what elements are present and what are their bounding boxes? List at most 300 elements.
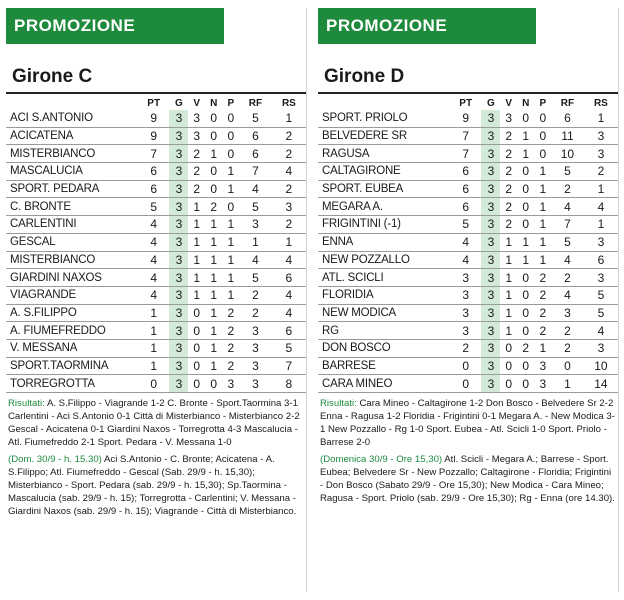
stat-g: 3 bbox=[481, 233, 500, 251]
girone-d-column bbox=[318, 8, 618, 509]
stat-p: 1 bbox=[535, 163, 551, 181]
stat-rs: 2 bbox=[272, 180, 306, 198]
stat-v: 3 bbox=[500, 110, 516, 127]
stat-p: 1 bbox=[223, 233, 239, 251]
stat-pt: 0 bbox=[450, 357, 481, 375]
stat-v: 1 bbox=[500, 286, 516, 304]
stat-pt: 5 bbox=[450, 216, 481, 234]
team-name: NEW MODICA bbox=[318, 304, 450, 322]
stat-v: 2 bbox=[188, 180, 204, 198]
stat-rf: 4 bbox=[239, 180, 272, 198]
stat-pt: 1 bbox=[138, 339, 169, 357]
header-g: G bbox=[175, 97, 183, 109]
next-round-paragraph bbox=[320, 453, 616, 505]
stat-g: 3 bbox=[169, 286, 188, 304]
stat-pt: 4 bbox=[138, 286, 169, 304]
stat-n: 0 bbox=[517, 375, 535, 393]
table-row bbox=[318, 322, 618, 340]
stat-g: 3 bbox=[169, 357, 188, 375]
team-name: MISTERBIANCO bbox=[6, 251, 138, 269]
header-v: V bbox=[193, 97, 200, 109]
stat-g: 3 bbox=[481, 322, 500, 340]
stat-pt: 9 bbox=[138, 127, 169, 145]
stat-v: 0 bbox=[500, 375, 516, 393]
table-row bbox=[6, 145, 306, 163]
stat-v: 1 bbox=[500, 322, 516, 340]
stat-rs: 4 bbox=[584, 198, 618, 216]
table-row bbox=[318, 145, 618, 163]
stat-g: 3 bbox=[481, 269, 500, 287]
match-notes bbox=[318, 397, 618, 505]
stat-p: 2 bbox=[535, 269, 551, 287]
stat-rf: 4 bbox=[551, 198, 584, 216]
stat-pt: 4 bbox=[138, 251, 169, 269]
table-row bbox=[318, 269, 618, 287]
header-n: N bbox=[210, 97, 218, 109]
team-name: BARRESE bbox=[318, 357, 450, 375]
stat-g: 3 bbox=[481, 180, 500, 198]
table-row bbox=[6, 233, 306, 251]
stat-n: 1 bbox=[205, 357, 223, 375]
table-header-row bbox=[318, 96, 618, 110]
stat-v: 1 bbox=[188, 269, 204, 287]
stat-rs: 14 bbox=[584, 375, 618, 393]
stat-p: 1 bbox=[535, 198, 551, 216]
stat-g: 3 bbox=[169, 269, 188, 287]
stat-v: 1 bbox=[188, 251, 204, 269]
stat-g: 3 bbox=[481, 198, 500, 216]
next-round-label: (Domenica 30/9 - Ore 15,30) bbox=[320, 454, 443, 465]
stat-n: 1 bbox=[205, 339, 223, 357]
stat-pt: 5 bbox=[138, 198, 169, 216]
stat-p: 0 bbox=[223, 145, 239, 163]
results-label: Risultati: bbox=[8, 398, 45, 409]
table-row bbox=[6, 375, 306, 393]
stat-g: 3 bbox=[169, 110, 188, 127]
team-name: TORREGROTTA bbox=[6, 375, 138, 393]
stat-rf: 5 bbox=[239, 198, 272, 216]
stat-pt: 0 bbox=[450, 375, 481, 393]
header-g: G bbox=[487, 97, 495, 109]
stat-n: 0 bbox=[205, 375, 223, 393]
stat-pt: 6 bbox=[138, 180, 169, 198]
stat-v: 0 bbox=[188, 322, 204, 340]
stat-rs: 4 bbox=[272, 286, 306, 304]
stat-rs: 2 bbox=[272, 216, 306, 234]
stat-pt: 1 bbox=[138, 304, 169, 322]
stat-rs: 4 bbox=[584, 322, 618, 340]
stat-n: 1 bbox=[517, 145, 535, 163]
stat-pt: 6 bbox=[450, 180, 481, 198]
stat-rs: 4 bbox=[272, 251, 306, 269]
stat-n: 1 bbox=[205, 145, 223, 163]
stat-pt: 4 bbox=[450, 233, 481, 251]
stat-v: 1 bbox=[500, 269, 516, 287]
stat-v: 0 bbox=[500, 339, 516, 357]
stat-v: 2 bbox=[500, 216, 516, 234]
stat-g: 3 bbox=[481, 145, 500, 163]
stat-rs: 2 bbox=[272, 127, 306, 145]
table-row bbox=[6, 269, 306, 287]
stat-rf: 6 bbox=[551, 110, 584, 127]
section-banner: PROMOZIONE bbox=[6, 8, 224, 44]
table-row bbox=[318, 339, 618, 357]
title-divider bbox=[318, 92, 618, 94]
table-row bbox=[6, 251, 306, 269]
stat-v: 1 bbox=[188, 286, 204, 304]
stat-rs: 6 bbox=[272, 322, 306, 340]
stat-n: 1 bbox=[517, 127, 535, 145]
stat-v: 3 bbox=[188, 110, 204, 127]
stat-rs: 1 bbox=[584, 110, 618, 127]
stat-pt: 0 bbox=[138, 375, 169, 393]
stat-pt: 6 bbox=[450, 198, 481, 216]
table-body bbox=[6, 110, 306, 393]
section-banner: PROMOZIONE bbox=[318, 8, 536, 44]
stat-v: 1 bbox=[500, 233, 516, 251]
team-name: ACICATENA bbox=[6, 127, 138, 145]
stat-g: 3 bbox=[169, 145, 188, 163]
table-row bbox=[318, 216, 618, 234]
stat-n: 1 bbox=[517, 233, 535, 251]
stat-pt: 4 bbox=[138, 216, 169, 234]
stat-n: 1 bbox=[205, 322, 223, 340]
stat-v: 0 bbox=[188, 375, 204, 393]
stat-p: 1 bbox=[535, 180, 551, 198]
stat-n: 0 bbox=[517, 304, 535, 322]
stat-v: 0 bbox=[188, 304, 204, 322]
match-notes bbox=[6, 397, 306, 518]
results-label: Risultati: bbox=[320, 398, 357, 409]
stat-g: 3 bbox=[481, 304, 500, 322]
header-n: N bbox=[522, 97, 530, 109]
table-row bbox=[6, 304, 306, 322]
stat-v: 0 bbox=[500, 357, 516, 375]
stat-rs: 7 bbox=[272, 357, 306, 375]
team-name: MEGARA A. bbox=[318, 198, 450, 216]
stat-v: 1 bbox=[188, 233, 204, 251]
stat-g: 3 bbox=[481, 216, 500, 234]
stat-rf: 7 bbox=[239, 163, 272, 181]
table-row bbox=[318, 127, 618, 145]
stat-pt: 9 bbox=[138, 110, 169, 127]
results-paragraph bbox=[8, 397, 304, 449]
stat-rs: 1 bbox=[272, 110, 306, 127]
stat-n: 2 bbox=[205, 198, 223, 216]
stat-rs: 3 bbox=[584, 233, 618, 251]
table-row bbox=[6, 286, 306, 304]
next-round-text: Atl. Scicli - Megara A.; Barrese - Sport. Eubea; Belvedere Sr - New Pozzallo; Caltagirone - Floridia; Frigintini - Don Bosco (Sabato 29/9 - Ore 15,30); New Modica - Cara Mineo; Ragusa - Sport. Priolo (sab. 29/9 - Ore 15,30); Rg - Enna (ore 14.30). bbox=[320, 454, 615, 504]
stat-p: 2 bbox=[223, 357, 239, 375]
stat-rs: 10 bbox=[584, 357, 618, 375]
stat-rs: 5 bbox=[584, 286, 618, 304]
stat-rf: 2 bbox=[239, 286, 272, 304]
stat-rs: 3 bbox=[584, 127, 618, 145]
team-name: ATL. SCICLI bbox=[318, 269, 450, 287]
stat-rf: 5 bbox=[551, 163, 584, 181]
stat-g: 3 bbox=[169, 304, 188, 322]
stat-n: 0 bbox=[517, 180, 535, 198]
next-round-label: (Dom. 30/9 - h. 15.30) bbox=[8, 454, 102, 465]
stat-n: 1 bbox=[205, 304, 223, 322]
stat-g: 3 bbox=[481, 357, 500, 375]
team-name: CALTAGIRONE bbox=[318, 163, 450, 181]
team-name: V. MESSANA bbox=[6, 339, 138, 357]
stat-pt: 9 bbox=[450, 110, 481, 127]
header-team bbox=[318, 96, 450, 110]
stat-n: 0 bbox=[517, 198, 535, 216]
team-name: MASCALUCIA bbox=[6, 163, 138, 181]
stat-p: 3 bbox=[535, 357, 551, 375]
team-name: DON BOSCO bbox=[318, 339, 450, 357]
stat-n: 0 bbox=[517, 357, 535, 375]
stat-n: 0 bbox=[517, 322, 535, 340]
team-name: SPORT. PEDARA bbox=[6, 180, 138, 198]
stat-p: 0 bbox=[223, 127, 239, 145]
stat-rf: 5 bbox=[239, 269, 272, 287]
table-row bbox=[318, 375, 618, 393]
stat-p: 1 bbox=[535, 216, 551, 234]
stat-n: 0 bbox=[205, 180, 223, 198]
stat-rf: 2 bbox=[551, 180, 584, 198]
stat-p: 1 bbox=[223, 216, 239, 234]
stat-p: 1 bbox=[535, 233, 551, 251]
stat-rs: 3 bbox=[584, 145, 618, 163]
stat-n: 0 bbox=[517, 216, 535, 234]
standings-table bbox=[6, 96, 306, 393]
stat-n: 1 bbox=[517, 251, 535, 269]
stat-pt: 3 bbox=[450, 286, 481, 304]
stat-rs: 5 bbox=[272, 339, 306, 357]
stat-n: 0 bbox=[205, 110, 223, 127]
team-name: GESCAL bbox=[6, 233, 138, 251]
header-team bbox=[6, 96, 138, 110]
table-row bbox=[318, 357, 618, 375]
team-name: ACI S.ANTONIO bbox=[6, 110, 138, 127]
stat-rs: 5 bbox=[584, 304, 618, 322]
team-name: MISTERBIANCO bbox=[6, 145, 138, 163]
stat-pt: 3 bbox=[450, 269, 481, 287]
stat-p: 2 bbox=[535, 322, 551, 340]
team-name: CARA MINEO bbox=[318, 375, 450, 393]
stat-rs: 2 bbox=[584, 163, 618, 181]
stat-p: 1 bbox=[223, 251, 239, 269]
stat-g: 3 bbox=[169, 163, 188, 181]
table-row bbox=[6, 357, 306, 375]
stat-g: 3 bbox=[169, 322, 188, 340]
stat-p: 0 bbox=[223, 110, 239, 127]
stat-p: 0 bbox=[223, 198, 239, 216]
stat-p: 0 bbox=[535, 145, 551, 163]
stat-p: 2 bbox=[535, 286, 551, 304]
stat-v: 2 bbox=[188, 163, 204, 181]
stat-rs: 4 bbox=[272, 304, 306, 322]
table-row bbox=[318, 286, 618, 304]
header-rf: RF bbox=[560, 97, 575, 109]
table-row bbox=[6, 322, 306, 340]
stat-v: 1 bbox=[500, 251, 516, 269]
stat-g: 3 bbox=[481, 286, 500, 304]
stat-p: 2 bbox=[223, 339, 239, 357]
stat-rf: 6 bbox=[239, 145, 272, 163]
stat-n: 0 bbox=[205, 127, 223, 145]
stat-g: 3 bbox=[481, 127, 500, 145]
team-name: VIAGRANDE bbox=[6, 286, 138, 304]
stat-p: 0 bbox=[535, 110, 551, 127]
stat-n: 1 bbox=[205, 286, 223, 304]
stat-g: 3 bbox=[169, 233, 188, 251]
next-round-paragraph bbox=[8, 453, 304, 518]
stat-g: 3 bbox=[169, 198, 188, 216]
stat-pt: 6 bbox=[450, 163, 481, 181]
stat-rf: 3 bbox=[239, 216, 272, 234]
stat-rs: 1 bbox=[584, 216, 618, 234]
stat-pt: 1 bbox=[138, 322, 169, 340]
stat-n: 2 bbox=[517, 339, 535, 357]
header-p: P bbox=[227, 97, 235, 109]
stat-rf: 2 bbox=[551, 322, 584, 340]
stat-g: 3 bbox=[481, 251, 500, 269]
header-pt: PT bbox=[147, 97, 161, 109]
next-round-text: Aci S.Antonio - C. Bronte; Acicatena - A. S.Filippo; Atl. Fiumefreddo - Gescal (Sab. 29/9 - h. 15,30); Misterbianco - Sport. Pedara (sab. 29/9 - h. 15,30); Sp.Taormina - Mascalucia (sab. 29/9 - h. 15); Torregrotta - Carlentini; V. Messana - Giardini Naxos (sab. 29/9 - h. 15); Viagrande - Città di Misterbianco. bbox=[8, 454, 297, 517]
team-name: SPORT. EUBEA bbox=[318, 180, 450, 198]
stat-p: 1 bbox=[223, 269, 239, 287]
stat-g: 3 bbox=[169, 216, 188, 234]
stat-rf: 11 bbox=[551, 127, 584, 145]
stat-rf: 10 bbox=[551, 145, 584, 163]
team-name: NEW POZZALLO bbox=[318, 251, 450, 269]
stat-v: 2 bbox=[500, 145, 516, 163]
stat-rs: 3 bbox=[272, 198, 306, 216]
stat-p: 2 bbox=[223, 304, 239, 322]
table-row bbox=[318, 304, 618, 322]
table-row bbox=[6, 110, 306, 127]
stat-rs: 4 bbox=[272, 163, 306, 181]
stat-g: 3 bbox=[481, 375, 500, 393]
stat-rf: 2 bbox=[551, 269, 584, 287]
stat-g: 3 bbox=[169, 251, 188, 269]
stat-n: 0 bbox=[517, 163, 535, 181]
stat-g: 3 bbox=[481, 339, 500, 357]
header-pt: PT bbox=[459, 97, 473, 109]
stat-n: 0 bbox=[517, 269, 535, 287]
stat-v: 2 bbox=[188, 145, 204, 163]
stat-p: 3 bbox=[223, 375, 239, 393]
stat-p: 1 bbox=[223, 286, 239, 304]
table-row bbox=[318, 198, 618, 216]
stat-rf: 4 bbox=[239, 251, 272, 269]
stat-rf: 3 bbox=[551, 304, 584, 322]
stat-p: 1 bbox=[535, 251, 551, 269]
table-row bbox=[318, 110, 618, 127]
team-name: SPORT. PRIOLO bbox=[318, 110, 450, 127]
stat-rf: 5 bbox=[551, 233, 584, 251]
stat-n: 1 bbox=[205, 216, 223, 234]
stat-rf: 4 bbox=[551, 286, 584, 304]
stat-rs: 6 bbox=[584, 251, 618, 269]
stat-pt: 6 bbox=[138, 163, 169, 181]
stat-p: 1 bbox=[223, 163, 239, 181]
header-v: V bbox=[505, 97, 512, 109]
stat-p: 3 bbox=[535, 375, 551, 393]
girone-c-column bbox=[6, 8, 306, 522]
stat-rf: 4 bbox=[551, 251, 584, 269]
team-name: CARLENTINI bbox=[6, 216, 138, 234]
team-name: RG bbox=[318, 322, 450, 340]
stat-pt: 3 bbox=[450, 304, 481, 322]
stat-g: 3 bbox=[169, 127, 188, 145]
table-row bbox=[318, 163, 618, 181]
header-rs: RS bbox=[593, 97, 608, 109]
team-name: BELVEDERE SR bbox=[318, 127, 450, 145]
team-name: FRIGINTINI (-1) bbox=[318, 216, 450, 234]
stat-n: 1 bbox=[205, 233, 223, 251]
stat-rf: 2 bbox=[551, 339, 584, 357]
team-name: A. S.FILIPPO bbox=[6, 304, 138, 322]
team-name: C. BRONTE bbox=[6, 198, 138, 216]
stat-rf: 1 bbox=[551, 375, 584, 393]
stat-rs: 3 bbox=[584, 269, 618, 287]
stat-v: 3 bbox=[188, 127, 204, 145]
title-divider bbox=[6, 92, 306, 94]
stat-rf: 5 bbox=[239, 110, 272, 127]
stat-pt: 4 bbox=[450, 251, 481, 269]
stat-p: 2 bbox=[223, 322, 239, 340]
stat-v: 1 bbox=[500, 304, 516, 322]
stat-pt: 7 bbox=[450, 145, 481, 163]
stat-p: 0 bbox=[535, 127, 551, 145]
stat-pt: 1 bbox=[138, 357, 169, 375]
stat-v: 1 bbox=[188, 216, 204, 234]
stat-n: 0 bbox=[517, 110, 535, 127]
table-body bbox=[318, 110, 618, 393]
stat-rf: 3 bbox=[239, 339, 272, 357]
stat-g: 3 bbox=[169, 180, 188, 198]
stat-v: 2 bbox=[500, 163, 516, 181]
stat-n: 0 bbox=[517, 286, 535, 304]
stat-rs: 3 bbox=[584, 339, 618, 357]
team-name: SPORT.TAORMINA bbox=[6, 357, 138, 375]
stat-n: 1 bbox=[205, 269, 223, 287]
team-name: A. FIUMEFREDDO bbox=[6, 322, 138, 340]
stat-v: 2 bbox=[500, 180, 516, 198]
table-row bbox=[318, 251, 618, 269]
stat-v: 2 bbox=[500, 198, 516, 216]
stat-pt: 2 bbox=[450, 339, 481, 357]
stat-g: 3 bbox=[169, 339, 188, 357]
stat-rf: 7 bbox=[551, 216, 584, 234]
results-text: A. S.Filippo - Viagrande 1-2 C. Bronte - Sport.Taormina 3-1 Carlentini - Aci S.Antonio 0-1 Città di Misterbianco - Misterbianco 2-2 Gescal - Acicatena 0-1 Giardini Naxos - Torregrotta 4-3 Mascalucia - Atl. Fiumefreddo 2-1 Sport. Pedara - V. Messana 1-0 bbox=[8, 398, 300, 448]
table-row bbox=[318, 233, 618, 251]
table-row bbox=[6, 198, 306, 216]
team-name: FLORIDIA bbox=[318, 286, 450, 304]
stat-v: 0 bbox=[188, 357, 204, 375]
stat-rs: 2 bbox=[272, 145, 306, 163]
results-paragraph bbox=[320, 397, 616, 449]
stat-p: 1 bbox=[535, 339, 551, 357]
stat-v: 0 bbox=[188, 339, 204, 357]
stat-pt: 4 bbox=[138, 233, 169, 251]
group-title: Girone D bbox=[324, 66, 405, 87]
stat-rf: 6 bbox=[239, 127, 272, 145]
table-row bbox=[6, 127, 306, 145]
team-name: RAGUSA bbox=[318, 145, 450, 163]
table-row bbox=[6, 180, 306, 198]
stat-p: 1 bbox=[223, 180, 239, 198]
stat-g: 3 bbox=[169, 375, 188, 393]
stat-rs: 8 bbox=[272, 375, 306, 393]
stat-n: 0 bbox=[205, 163, 223, 181]
